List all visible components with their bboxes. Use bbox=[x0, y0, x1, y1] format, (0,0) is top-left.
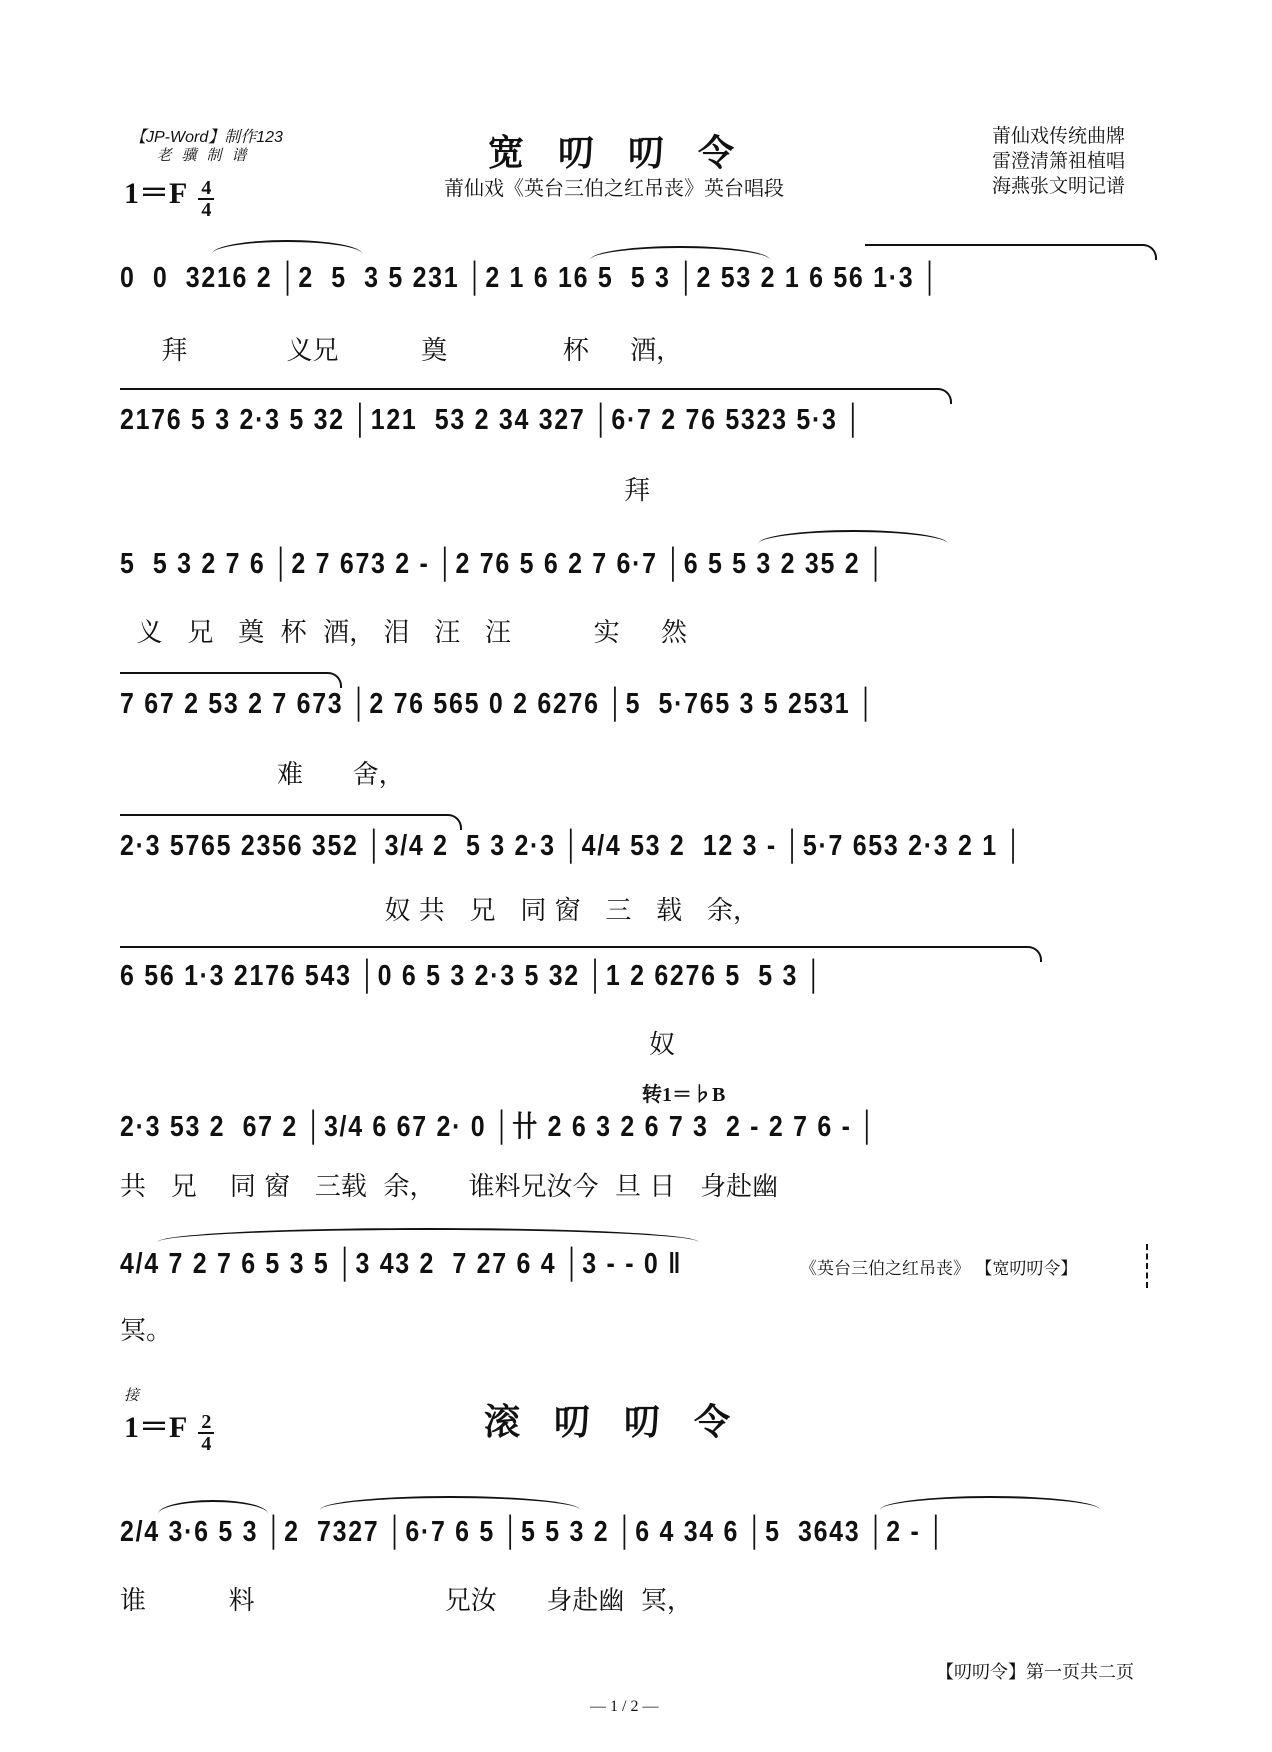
score-row-7 bbox=[120, 1104, 1150, 1148]
lyrics-row-8: 冥。 bbox=[120, 1316, 173, 1346]
key-signature-2 bbox=[124, 1402, 214, 1454]
slur bbox=[320, 1496, 580, 1510]
score-row-4 bbox=[120, 688, 1150, 732]
slur bbox=[212, 240, 362, 254]
slur bbox=[158, 1228, 698, 1242]
notation: 2176 5 3 2·3 5 32 │121 53 2 34 327 │6·7 2 76 5323 5·3 │ bbox=[120, 404, 864, 436]
slur bbox=[120, 814, 462, 830]
lyrics-row-6: 奴 bbox=[120, 1030, 675, 1060]
score-row-9 bbox=[120, 1516, 1150, 1560]
section-title: 滚叨叨令 bbox=[484, 1401, 765, 1443]
end-annotation: 《英台三伯之红吊丧》 【宽叨叨令】 bbox=[800, 1259, 1078, 1279]
attribution bbox=[992, 124, 1125, 199]
time-signature bbox=[198, 178, 214, 220]
credit-line-2: 老骥制谱 bbox=[156, 147, 257, 164]
notation: 5 5 3 2 7 6 │2 7 673 2 - │2 76 5 6 2 7 6·7 │6 5 5 3 2 35 2 │ bbox=[120, 548, 887, 580]
lyrics-row-3: 义 兄 奠 杯 酒， 泪 汪 汪 实 然 bbox=[120, 618, 687, 648]
modulation-mark: 转1＝♭B bbox=[642, 1084, 726, 1106]
lyrics-row-4: 难 舍， bbox=[120, 760, 405, 790]
page-subtitle: 莆仙戏《英台三伯之红吊丧》英台唱段 bbox=[444, 176, 784, 200]
slur bbox=[865, 244, 1157, 260]
lyrics-row-2: 拜 bbox=[120, 476, 651, 506]
slur bbox=[590, 246, 770, 260]
score-row-2 bbox=[120, 404, 1150, 448]
key-signature bbox=[124, 168, 214, 220]
attribution-line: 雷澄清箫祖植唱 bbox=[992, 150, 1126, 172]
slur bbox=[120, 388, 952, 404]
attribution-line: 莆仙戏传统曲牌 bbox=[992, 125, 1126, 147]
notation: 2·3 5765 2356 352 │3/4 2 5 3 2·3 │4/4 53 2 12 3 - │5·7 653 2·3 2 1 │ bbox=[120, 830, 1024, 862]
dashed-divider bbox=[1146, 1244, 1148, 1288]
score-row-3 bbox=[120, 548, 1150, 592]
attribution-line: 海燕张文明记谱 bbox=[992, 175, 1126, 197]
page-label: 【叨叨令】第一页共二页 bbox=[936, 1662, 1134, 1683]
score-row-5 bbox=[120, 830, 1150, 874]
lyrics-row-1: 拜 义兄 奠 杯 酒， bbox=[120, 336, 683, 366]
slur bbox=[758, 530, 948, 544]
credit-line-1: 【JP-Word】制作123 bbox=[130, 129, 283, 146]
lyrics-row-7: 共 兄 同 窗 三载 余， 谁料兄汝今 旦 日 身赴幽 bbox=[120, 1172, 779, 1202]
notation: 2·3 53 2 67 2 │3/4 6 67 2· 0 │卄 2 6 3 2 6 7 3 2 - 2 7 6 - │ bbox=[120, 1111, 878, 1143]
notation: 6 56 1·3 2176 543 │0 6 5 3 2·3 5 32 │1 2 6276 5 5 3 │ bbox=[120, 960, 825, 992]
time-signature bbox=[198, 1412, 214, 1454]
notation: 0 0 3216 2 │2 5 3 5 231 │2 1 6 16 5 5 3 │2 53 2 1 6 56 1·3 │ bbox=[120, 262, 941, 294]
lyrics-row-5: 奴 共 兄 同 窗 三 载 余， bbox=[120, 896, 759, 926]
continue-mark: 接 bbox=[124, 1388, 140, 1404]
credit-block bbox=[130, 129, 283, 165]
lyrics-row-9: 谁 料 兄汝 身赴幽 冥， bbox=[120, 1586, 693, 1616]
score-row-8 bbox=[120, 1248, 1150, 1292]
time-top: 4 bbox=[201, 176, 212, 199]
key-label: 1＝F bbox=[124, 177, 188, 210]
page-title: 宽叨叨令 bbox=[488, 132, 769, 174]
score-row-1 bbox=[120, 262, 1150, 306]
key-label: 1＝F bbox=[124, 1411, 188, 1444]
time-top: 2 bbox=[201, 1410, 212, 1433]
page-number: — 1 / 2 — bbox=[590, 1698, 659, 1715]
time-bottom: 4 bbox=[201, 1432, 212, 1455]
notation: 4/4 7 2 7 6 5 3 5 │3 43 2 7 27 6 4 │3 - - 0 ‖ bbox=[120, 1248, 683, 1280]
slur bbox=[158, 1500, 268, 1514]
slur bbox=[880, 1496, 1100, 1510]
slur bbox=[120, 672, 342, 688]
score-row-6 bbox=[120, 960, 1150, 1004]
time-bottom: 4 bbox=[201, 198, 212, 221]
slur bbox=[120, 946, 1042, 962]
notation: 7 67 2 53 2 7 673 │2 76 565 0 2 6276 │5 5·765 3 5 2531 │ bbox=[120, 688, 877, 720]
notation: 2/4 3·6 5 3 │2 7327 │6·7 6 5 │5 5 3 2 │6 4 34 6 │5 3643 │2 - │ bbox=[120, 1516, 947, 1548]
